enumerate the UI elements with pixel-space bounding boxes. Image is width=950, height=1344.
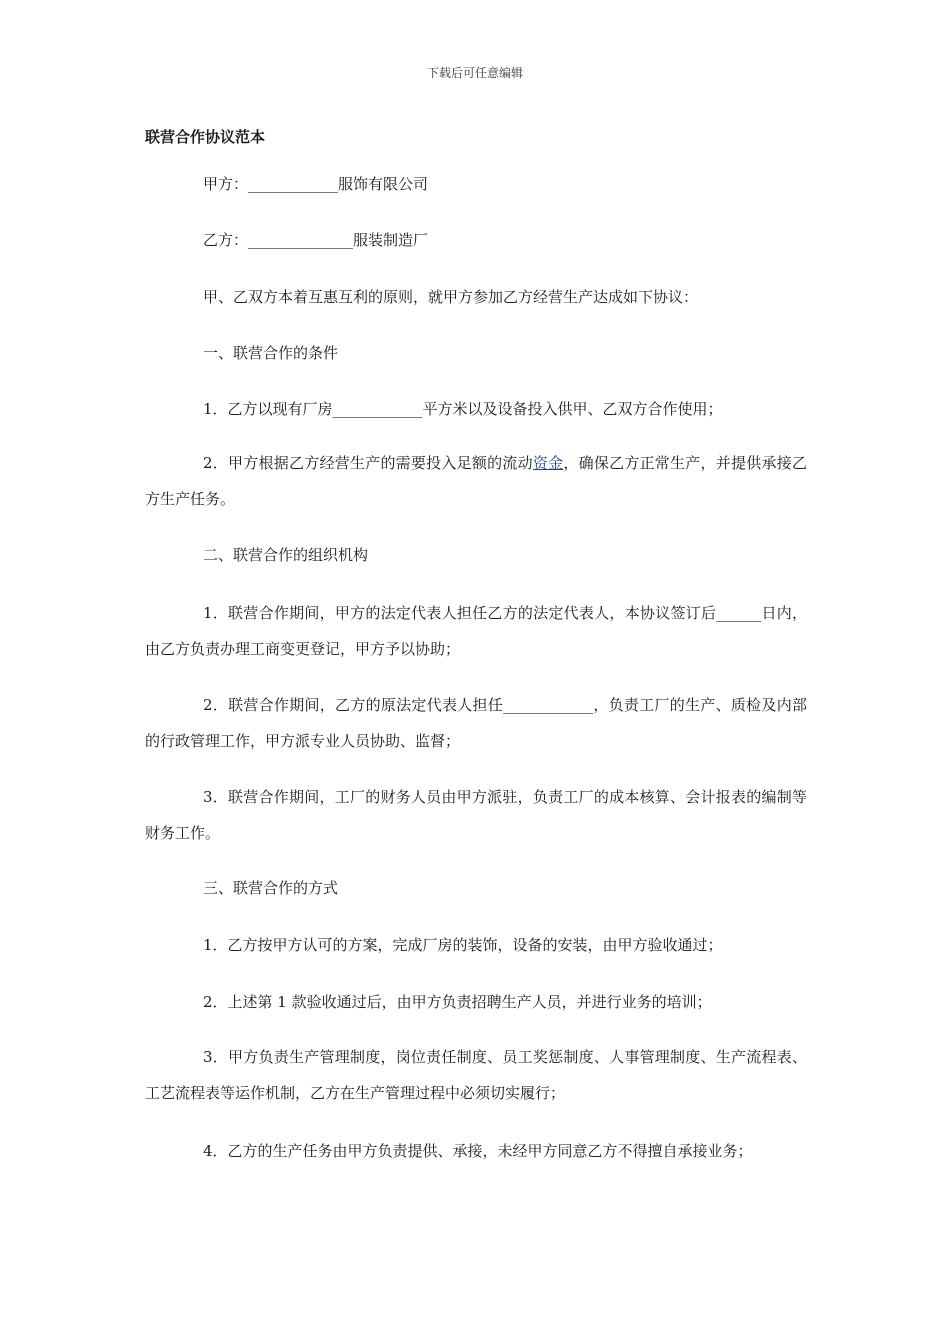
section-3-heading: 三、联营合作的方式 [203,879,339,897]
intro-paragraph: 甲、乙双方本着互惠互利的原则，就甲方参加乙方经营生产达成如下协议： [203,288,699,306]
party-a-line: 甲方：____________服饰有限公司 [203,175,429,193]
section-1-item-2-text-b: ，确保乙方正常生产，并提供承接乙方生产任务。 [145,454,807,508]
section-2-heading: 二、联营合作的组织机构 [203,546,369,564]
document-title: 联营合作协议范本 [145,128,266,146]
section-2-item-2: 2．联营合作期间，乙方的原法定代表人担任____________，负责工厂的生产、质检及内部的行政管理工作，甲方派专业人员协助、监督； [145,696,807,750]
section-3-item-1: 1．乙方按甲方认可的方案，完成厂房的装饰，设备的安装，由甲方验收通过； [203,936,723,954]
section-3-item-3: 3．甲方负责生产管理制度，岗位责任制度、员工奖惩制度、人事管理制度、生产流程表、工艺流程表等运作机制，乙方在生产管理过程中必须切实履行； [145,1048,807,1102]
section-2-item-1: 1．联营合作期间，甲方的法定代表人担任乙方的法定代表人，本协议签订后______日内，由乙方负责办理工商变更登记，甲方予以协助； [145,604,807,658]
section-3-item-4: 4．乙方的生产任务由甲方负责提供、承接，未经甲方同意乙方不得擅自承接业务； [203,1142,753,1160]
section-3-item-2: 2．上述第 1 款验收通过后，由甲方负责招聘生产人员，并进行业务的培训； [203,993,712,1011]
section-1-heading: 一、联营合作的条件 [203,344,339,362]
section-2-item-3: 3．联营合作期间，工厂的财务人员由甲方派驻，负责工厂的成本核算、会计报表的编制等财务工作。 [145,788,807,842]
section-1-item-2-text-a: 2．甲方根据乙方经营生产的需要投入足额的流动 [203,454,533,472]
funds-link[interactable]: 资金 [532,454,564,472]
section-1-item-1: 1．乙方以现有厂房____________平方米以及设备投入供甲、乙双方合作使用； [203,400,723,418]
page-header-note: 下载后可任意编辑 [426,66,523,80]
party-b-line: 乙方：______________服装制造厂 [203,231,429,249]
section-1-item-2 [145,445,807,517]
